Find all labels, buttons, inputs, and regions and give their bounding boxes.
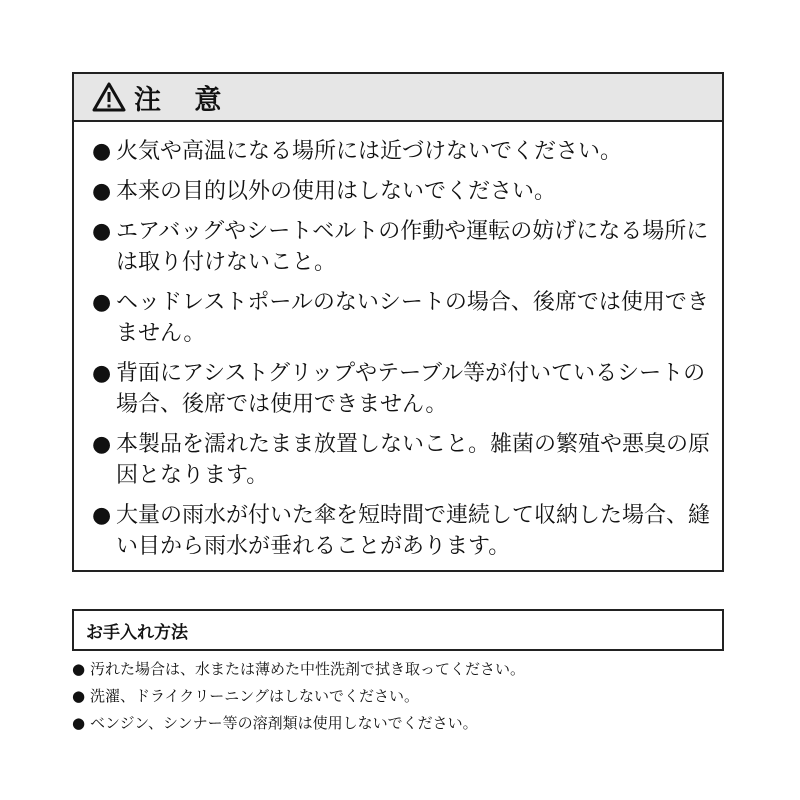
- care-list: [72, 656, 772, 737]
- bullet-icon: ●: [72, 660, 86, 678]
- care-item: [72, 656, 772, 683]
- caution-item: [92, 176, 712, 207]
- care-item: [72, 683, 772, 710]
- caution-title: 注 意: [134, 84, 234, 116]
- care-item: [72, 710, 772, 737]
- caution-list: [74, 122, 722, 562]
- caution-item: [92, 216, 712, 278]
- care-item-text: 洗濯、ドライクリーニングはしないでください。: [90, 687, 419, 705]
- caution-item-text: 背面にアシストグリップやテーブル等が付いているシートの場合、後席では使用できません。: [116, 361, 706, 417]
- bullet-icon: ●: [92, 503, 112, 528]
- caution-item-text: エアバッグやシートベルトの作動や運転の妨げになる場所には取り付けないこと。: [116, 219, 709, 275]
- bullet-icon: ●: [72, 714, 86, 732]
- caution-item-text: 火気や高温になる場所には近づけないでください。: [116, 139, 623, 164]
- caution-box: [72, 72, 724, 572]
- caution-item-text: 本来の目的以外の使用はしないでください。: [116, 179, 557, 204]
- caution-item-text: 本製品を濡れたまま放置しないこと。雑菌の繁殖や悪臭の原因となります。: [116, 432, 711, 488]
- bullet-icon: ●: [92, 290, 112, 315]
- care-header: [72, 609, 724, 651]
- care-item-text: 汚れた場合は、水または薄めた中性洗剤で拭き取ってください。: [90, 660, 526, 678]
- care-title: お手入れ方法: [86, 622, 188, 643]
- caution-item: [92, 287, 712, 349]
- caution-header: [74, 74, 722, 122]
- caution-item: [92, 500, 712, 562]
- caution-item-text: 大量の雨水が付いた傘を短時間で連続して収納した場合、縫い目から雨水が垂れることがあります。: [116, 503, 711, 559]
- caution-item-text: ヘッドレストポールのないシートの場合、後席では使用できません。: [116, 290, 709, 346]
- bullet-icon: ●: [92, 139, 112, 164]
- bullet-icon: ●: [92, 361, 112, 386]
- bullet-icon: ●: [92, 179, 112, 204]
- bullet-icon: ●: [72, 687, 86, 705]
- bullet-icon: ●: [92, 432, 112, 457]
- warning-icon: [92, 82, 126, 112]
- caution-item: [92, 136, 712, 167]
- caution-item: [92, 429, 712, 491]
- care-item-text: ベンジン、シンナー等の溶剤類は使用しないでください。: [90, 714, 478, 732]
- bullet-icon: ●: [92, 219, 112, 244]
- caution-item: [92, 358, 712, 420]
